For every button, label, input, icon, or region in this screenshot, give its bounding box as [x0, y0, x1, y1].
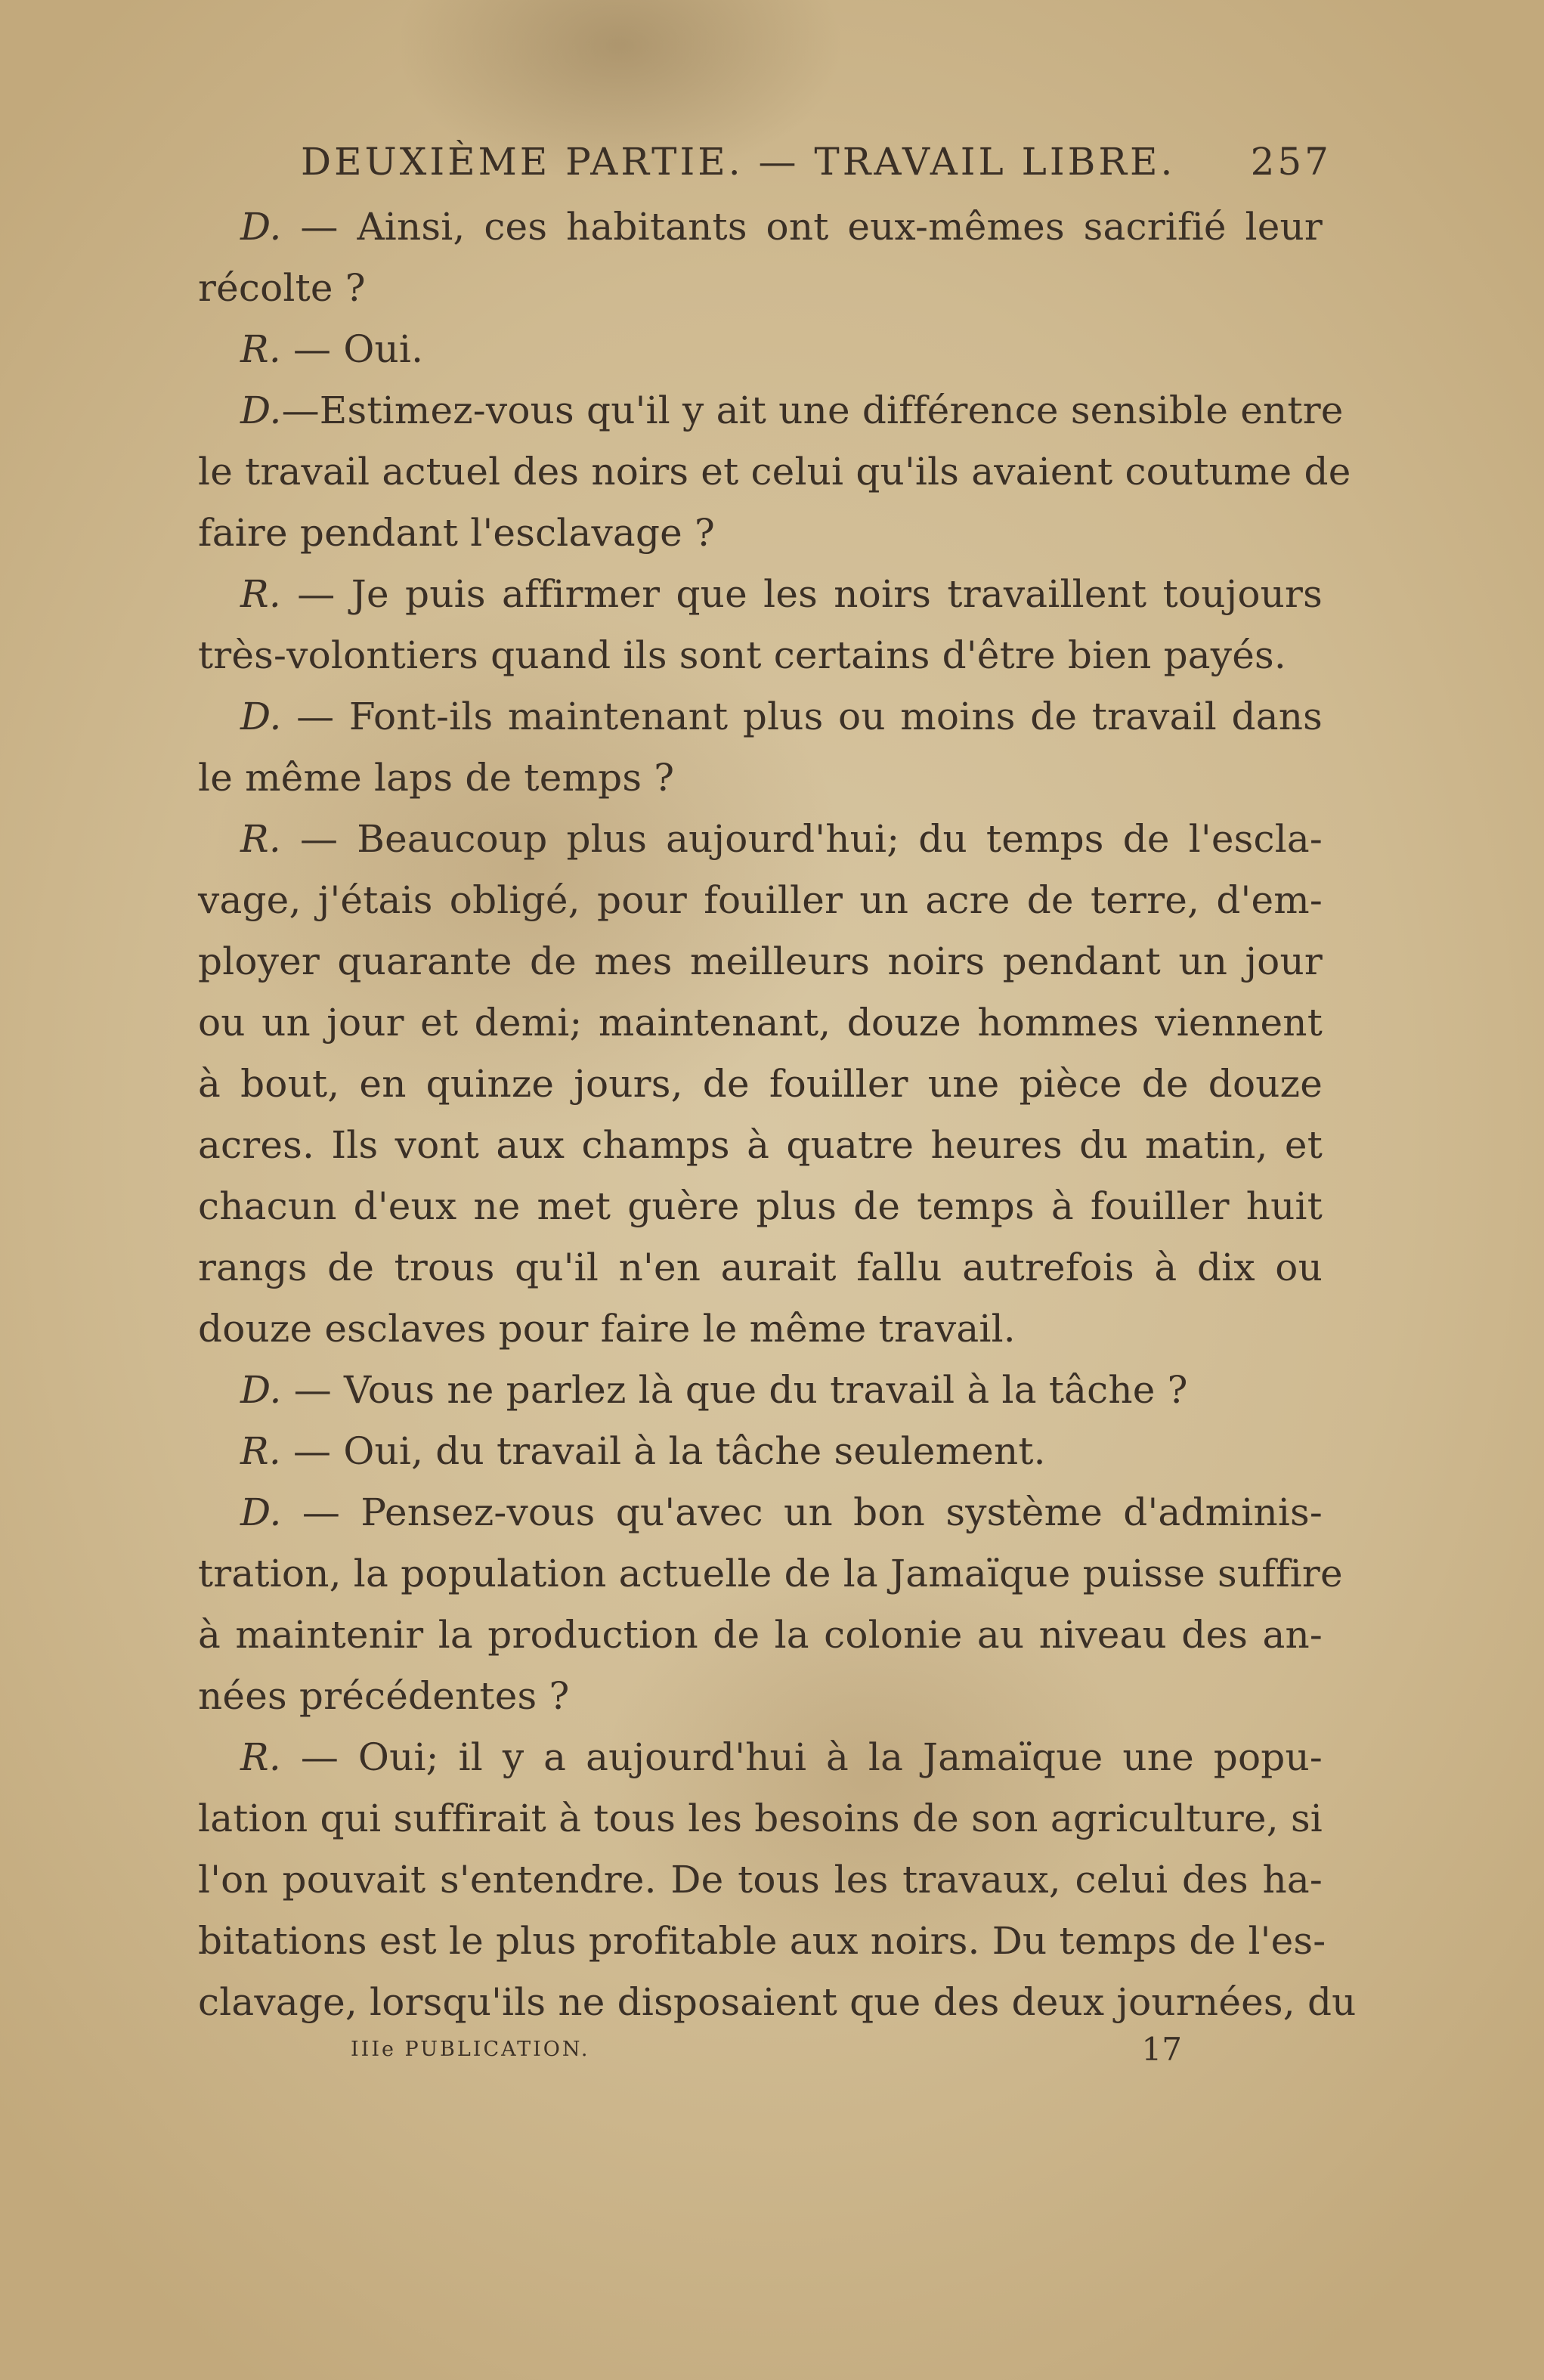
line-text: bitations est le plus profitable aux noirs. Du temps de l'es-: [198, 1919, 1326, 1963]
body-text: [198, 197, 1357, 2033]
text-line: [198, 1237, 1323, 1298]
line-text: rangs de trous qu'il n'en aurait fallu autrefois à dix ou: [198, 1246, 1323, 1289]
line-text: clavage, lorsqu'ils ne disposaient que des deux journées, du: [198, 1980, 1357, 2024]
speaker-label: D.: [240, 1368, 282, 1412]
speaker-label: D.: [240, 1490, 282, 1534]
text-line: [198, 380, 1344, 441]
text-line: [198, 564, 1323, 625]
text-line: [198, 1972, 1357, 2033]
text-line: [198, 1054, 1323, 1115]
text-line: [198, 992, 1323, 1054]
text-line: [198, 1727, 1323, 1788]
page-number: 257: [1250, 140, 1332, 184]
text-line: [198, 1849, 1323, 1911]
line-text: — Vous ne parlez là que du travail à la tâche ?: [281, 1368, 1188, 1412]
line-text: — Beaucoup plus aujourd'hui; du temps de l'escla-: [280, 817, 1323, 861]
speaker-label: R.: [240, 1735, 281, 1779]
speaker-label: R.: [240, 1429, 281, 1473]
text-line: [198, 258, 1323, 319]
text-line: [198, 441, 1351, 503]
line-text: — Je puis affirmer que les noirs travaillent toujours: [280, 572, 1323, 616]
footer-publication: IIIe PUBLICATION.: [351, 2038, 590, 2061]
line-text: — Pensez-vous qu'avec un bon système d'adminis-: [281, 1490, 1323, 1534]
line-text: vage, j'étais obligé, pour fouiller un acre de terre, d'em-: [198, 878, 1323, 922]
text-line: [198, 319, 1323, 380]
speaker-label: R.: [240, 817, 281, 861]
text-line: [198, 931, 1323, 992]
line-text: l'on pouvait s'entendre. De tous les travaux, celui des ha-: [198, 1858, 1323, 1902]
line-text: douze esclaves pour faire le même travail.: [198, 1307, 1016, 1351]
line-text: acres. Ils vont aux champs à quatre heures du matin, et: [198, 1123, 1323, 1167]
line-text: — Ainsi, ces habitants ont eux-mêmes sacrifié leur: [281, 205, 1323, 249]
text-line: [198, 1543, 1343, 1605]
line-text: très-volontiers quand ils sont certains d'être bien payés.: [198, 633, 1286, 677]
text-line: [198, 197, 1323, 258]
line-text: récolte ?: [198, 266, 366, 310]
line-text: tration, la population actuelle de la Jamaïque puisse suffire: [198, 1552, 1343, 1595]
text-line: [198, 1788, 1323, 1849]
text-line: [198, 1298, 1323, 1360]
line-text: ployer quarante de mes meilleurs noirs pendant un jour: [198, 939, 1323, 983]
speaker-label: R.: [240, 327, 281, 371]
text-line: [198, 809, 1323, 870]
text-line: [198, 1360, 1323, 1421]
text-line: [198, 1176, 1323, 1237]
running-head: [301, 127, 1332, 197]
line-text: — Oui.: [280, 327, 424, 371]
text-line: [198, 1115, 1323, 1176]
text-line: [198, 1605, 1323, 1666]
text-line: [198, 625, 1323, 686]
footer-signature: 17: [1141, 2031, 1182, 2068]
line-text: le travail actuel des noirs et celui qu'ils avaient coutume de: [198, 450, 1351, 494]
line-text: nées précédentes ?: [198, 1674, 570, 1718]
text-block: [198, 127, 1357, 2033]
line-text: à bout, en quinze jours, de fouiller une pièce de douze: [198, 1062, 1323, 1106]
line-text: chacun d'eux ne met guère plus de temps à fouiller huit: [198, 1184, 1323, 1228]
line-text: ou un jour et demi; maintenant, douze hommes viennent: [198, 1001, 1323, 1045]
text-line: [198, 686, 1323, 747]
speaker-label: D.: [240, 388, 282, 432]
line-text: —Estimez-vous qu'il y ait une différence sensible entre: [281, 388, 1344, 432]
page-footer: [351, 2031, 1182, 2068]
line-text: — Oui, du travail à la tâche seulement.: [280, 1429, 1046, 1473]
line-text: — Font-ils maintenant plus ou moins de travail dans: [281, 695, 1323, 738]
speaker-label: D.: [240, 205, 282, 249]
running-head-title: DEUXIÈME PARTIE. — TRAVAIL LIBRE.: [301, 140, 1176, 184]
line-text: à maintenir la production de la colonie au niveau des an-: [198, 1613, 1323, 1657]
text-line: [198, 1666, 1323, 1727]
text-line: [198, 1911, 1326, 1972]
text-line: [198, 747, 1323, 809]
line-text: faire pendant l'esclavage ?: [198, 511, 716, 555]
text-line: [198, 1421, 1323, 1482]
text-line: [198, 503, 1323, 564]
line-text: le même laps de temps ?: [198, 756, 675, 800]
text-line: [198, 870, 1323, 931]
speaker-label: R.: [240, 572, 281, 616]
text-line: [198, 1482, 1323, 1543]
line-text: lation qui suffirait à tous les besoins de son agriculture, si: [198, 1797, 1323, 1840]
speaker-label: D.: [240, 695, 282, 738]
line-text: — Oui; il y a aujourd'hui à la Jamaïque une popu-: [280, 1735, 1323, 1779]
